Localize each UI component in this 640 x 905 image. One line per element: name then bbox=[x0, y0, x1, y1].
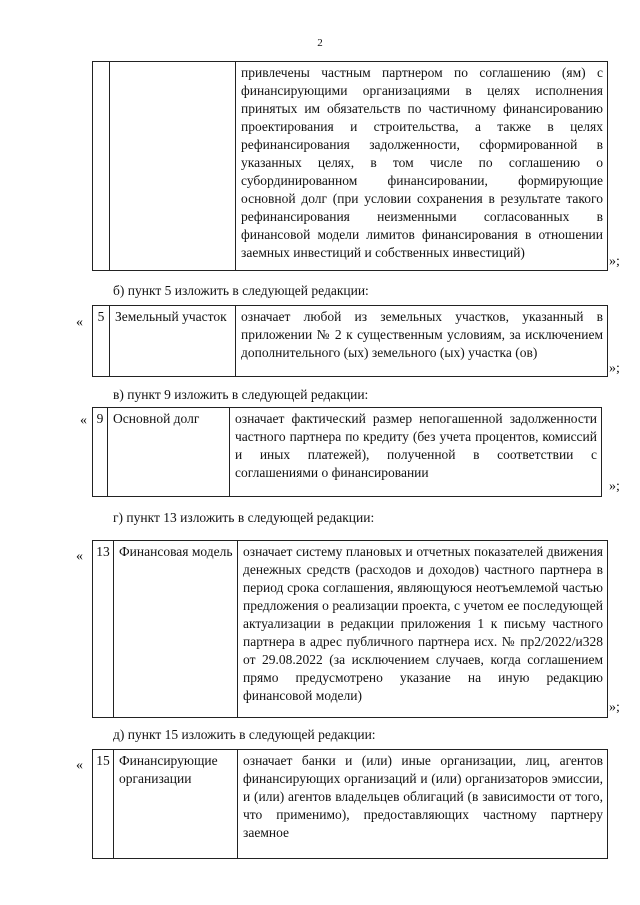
item-number: 5 bbox=[93, 306, 110, 377]
item-number: 13 bbox=[93, 541, 114, 718]
term: Основной долг bbox=[108, 408, 230, 497]
opening-quote: « bbox=[76, 549, 83, 564]
definition-table-continued bbox=[92, 61, 608, 271]
closing-quote: »; bbox=[609, 700, 620, 715]
opening-quote: « bbox=[76, 315, 83, 330]
paragraph-g: г) пункт 13 изложить в следующей редакции: bbox=[113, 510, 375, 525]
closing-quote: »; bbox=[609, 479, 620, 494]
number-cell bbox=[93, 62, 110, 271]
definition-table-item-15 bbox=[92, 749, 608, 859]
definition: означает любой из земельных участков, указанный в приложении № 2 к существенным условиям, за исключением дополнительного (ых) земельного (ых) участка (ов) bbox=[236, 306, 608, 377]
term: Финансовая модель bbox=[114, 541, 238, 718]
definition: означает банки и (или) иные организации, лиц, агентов финансирующих организаций и (или) организаторов эмиссии, и (или) агентов владельцев облигаций (в зависимости от того, что применимо), предоставляющих частному партнеру заемное bbox=[238, 750, 608, 859]
paragraph-v: в) пункт 9 изложить в следующей редакции: bbox=[113, 387, 369, 402]
definition-cell: привлечены частным партнером по соглашению (ям) с финансирующими организациями в целях исполнения принятых им обязательств по частичному финансированию проектирования и строительства, а также в целях рефинансирования задолженности, сформированной в указанных целях, в том числе по соглашению о субординированном финансировании, формирующие основной долг (при условии сохранения в результате такого рефинансирования неизменными согласованных в финансовой модели лимитов финансирования в отношении заемных инвестиций и собственных инвестиций) bbox=[236, 62, 608, 271]
closing-quote: »; bbox=[609, 361, 620, 376]
term: Финансирующие организации bbox=[114, 750, 238, 859]
opening-quote: « bbox=[80, 413, 87, 428]
opening-quote: « bbox=[76, 758, 83, 773]
item-number: 15 bbox=[93, 750, 114, 859]
definition-table-item-9 bbox=[92, 407, 602, 497]
paragraph-b: б) пункт 5 изложить в следующей редакции: bbox=[113, 283, 369, 298]
term: Земельный участок bbox=[110, 306, 236, 377]
item-number: 9 bbox=[93, 408, 108, 497]
page-number: 2 bbox=[317, 37, 323, 49]
paragraph-d: д) пункт 15 изложить в следующей редакции: bbox=[113, 727, 376, 742]
definition: означает фактический размер непогашенной задолженности частного партнера по кредиту (без учета процентов, комиссий и иных платежей), полученной в соответствии с соглашениями о финансировании bbox=[230, 408, 602, 497]
definition-table-item-13 bbox=[92, 540, 608, 718]
definition: означает систему плановых и отчетных показателей движения денежных средств (расходов и доходов) частного партнера в период срока соглашения, являющуюся неотъемлемой частью предложения о реализации проекта, с учетом ее последующей актуализации в редакции приложения 1 к письму частного партнера в адрес публичного партнера исх. № пр2/2022/и328 от 29.08.2022 (за исключением случаев, когда соглашением прямо предусмотрено указание на иную редакцию финансовой модели) bbox=[238, 541, 608, 718]
term-cell bbox=[110, 62, 236, 271]
closing-quote: »; bbox=[609, 254, 620, 269]
definition-table-item-5 bbox=[92, 305, 608, 377]
